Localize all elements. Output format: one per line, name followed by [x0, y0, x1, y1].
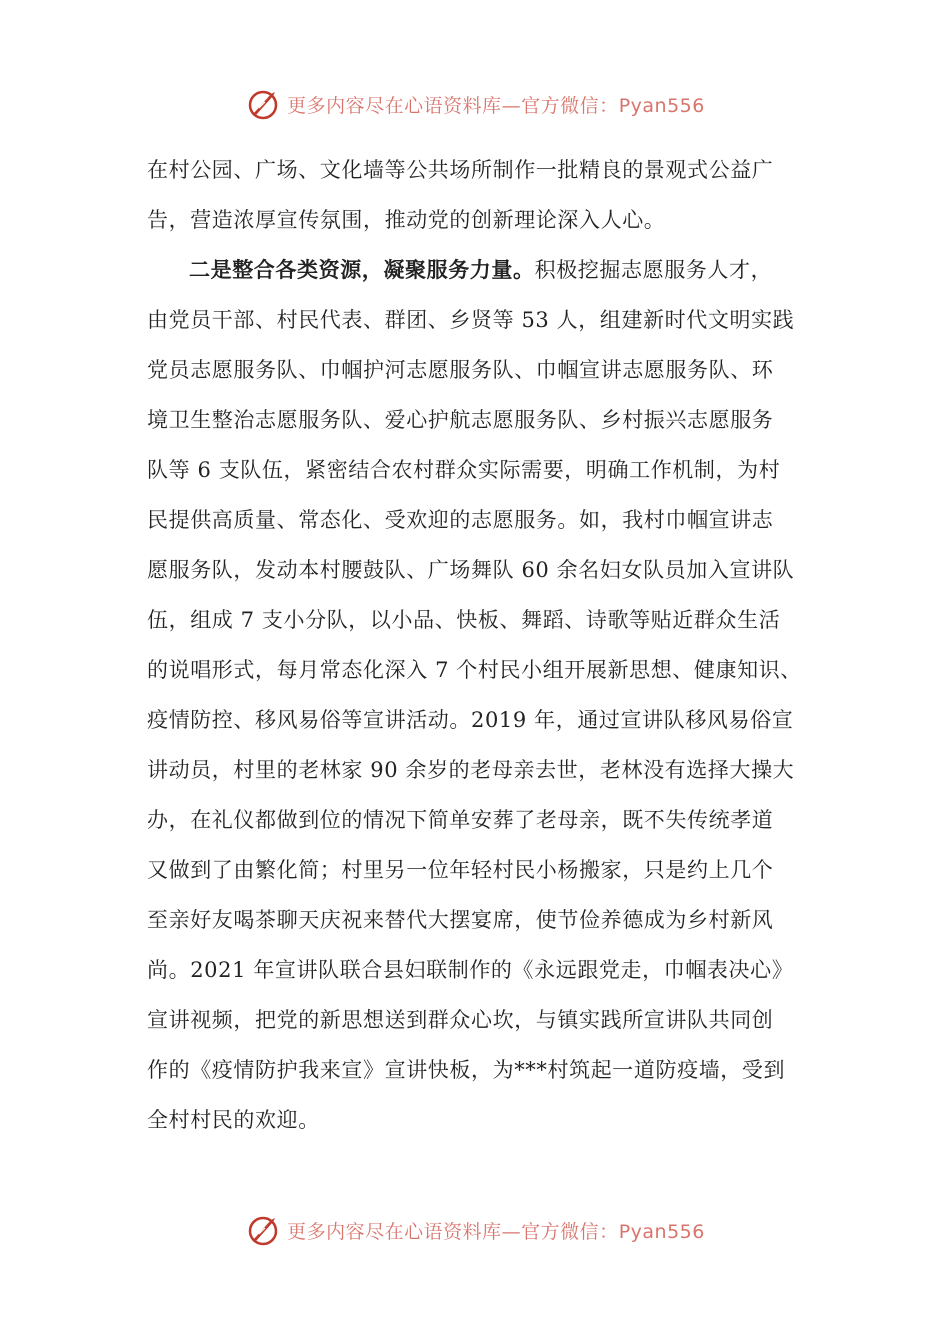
watermark-dash: —: [501, 94, 522, 117]
text-line: 境卫生整治志愿服务队、爱心护航志愿服务队、乡村振兴志愿服务: [147, 408, 774, 432]
header-watermark: [0, 84, 950, 124]
watermark-prefix: 更多内容尽在心语资料库: [287, 1220, 502, 1243]
text-line: 队等 6 支队伍，紧密结合农村群众实际需要，明确工作机制，为村: [147, 458, 781, 482]
watermark-prefix: 更多内容尽在心语资料库: [287, 94, 502, 117]
text-line: 愿服务队，发动本村腰鼓队、广场舞队 60 余名妇女队员加入宣讲队: [147, 558, 795, 582]
text-line: 党员志愿服务队、巾帼护河志愿服务队、巾帼宣讲志愿服务队、环: [147, 358, 774, 382]
watermark-dash: —: [501, 1220, 522, 1243]
text-line: 告，营造浓厚宣传氛围，推动党的创新理论深入人心。: [147, 208, 666, 232]
text-line: 又做到了由繁化简；村里另一位年轻村民小杨搬家，只是约上几个: [147, 858, 774, 882]
watermark-handle: Pyan556: [618, 1220, 705, 1243]
paragraph-heading: 二是整合各类资源，凝聚服务力量。: [189, 257, 535, 282]
watermark-middle: 官方微信：: [521, 1220, 619, 1243]
watermark-middle: 官方微信：: [521, 94, 619, 117]
text-line: 伍，组成 7 支小分队，以小品、快板、舞蹈、诗歌等贴近群众生活: [147, 608, 781, 632]
paragraph-1: [147, 150, 807, 250]
footer-watermark: [0, 1210, 950, 1250]
text-line: 全村村民的欢迎。: [147, 1108, 320, 1132]
paragraph-lead-text: 积极挖掘志愿服务人才，: [534, 258, 773, 282]
document-body: [147, 150, 807, 1150]
text-line: 由党员干部、村民代表、群团、乡贤等 53 人，组建新时代文明实践: [147, 308, 795, 332]
watermark-text: [287, 1217, 705, 1244]
text-line: 讲动员，村里的老林家 90 余岁的老母亲去世，老林没有选择大操大: [147, 758, 795, 782]
text-line: 的说唱形式，每月常态化深入 7 个村民小组开展新思想、健康知识、: [147, 658, 802, 682]
quill-seal-logo-icon: [245, 1212, 281, 1248]
text-line: 作的《疫情防护我来宣》宣讲快板，为***村筑起一道防疫墙，受到: [147, 1058, 786, 1082]
text-line: 至亲好友喝茶聊天庆祝来替代大摆宴席，使节俭养德成为乡村新风: [147, 908, 774, 932]
text-line: 在村公园、广场、文化墙等公共场所制作一批精良的景观式公益广: [147, 158, 774, 182]
paragraph-2: [147, 250, 807, 1150]
text-line: 宣讲视频，把党的新思想送到群众心坎，与镇实践所宣讲队共同创: [147, 1008, 774, 1032]
paragraph-lead-line: [147, 250, 807, 300]
text-line: 民提供高质量、常态化、受欢迎的志愿服务。如，我村巾帼宣讲志: [147, 508, 774, 532]
text-line: 疫情防控、移风易俗等宣讲活动。2019 年，通过宣讲队移风易俗宣: [147, 708, 794, 732]
watermark-text: [287, 91, 705, 118]
text-line: 尚。2021 年宣讲队联合县妇联制作的《永远跟党走，巾帼表决心》: [147, 958, 794, 982]
quill-seal-logo-icon: [245, 86, 281, 122]
text-line: 办，在礼仪都做到位的情况下简单安葬了老母亲，既不失传统孝道: [147, 808, 774, 832]
watermark-handle: Pyan556: [618, 94, 705, 117]
